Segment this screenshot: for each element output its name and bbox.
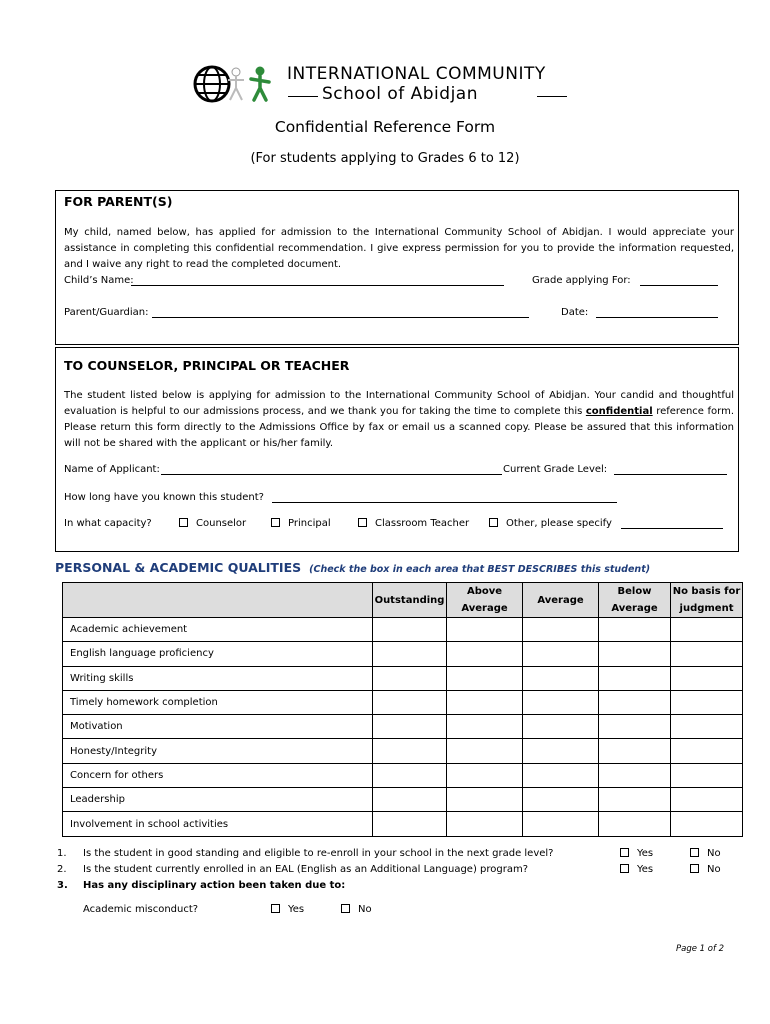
option-label: No (358, 904, 372, 915)
checkbox-icon[interactable] (341, 904, 350, 913)
rating-cell[interactable] (523, 642, 599, 666)
rating-cell[interactable] (447, 666, 523, 690)
applicant-name-field[interactable] (161, 474, 502, 475)
rating-cell[interactable] (599, 642, 671, 666)
option-label: Counselor (196, 518, 247, 529)
rating-cell[interactable] (671, 690, 743, 714)
q2-yes-option[interactable] (620, 864, 653, 875)
rating-cell[interactable] (671, 642, 743, 666)
checkbox-icon[interactable] (358, 518, 367, 527)
qualities-note: (Check the box in each area that BEST DESCRIBES this student) (309, 564, 651, 575)
table-row (63, 618, 743, 642)
rating-cell[interactable] (671, 666, 743, 690)
header-no-basis (671, 583, 743, 618)
misconduct-no-option[interactable] (341, 904, 372, 915)
applicant-name-label: Name of Applicant: (64, 464, 160, 475)
quality-label: Academic achievement (63, 618, 373, 642)
academic-misconduct-label: Academic misconduct? (83, 904, 199, 915)
capacity-label: In what capacity? (64, 518, 152, 529)
school-name-line2: School of Abidjan (322, 84, 478, 104)
child-name-label: Child’s Name: (64, 275, 134, 286)
rating-cell[interactable] (599, 715, 671, 739)
question-2-number: 2. (57, 864, 67, 875)
checkbox-icon[interactable] (620, 848, 629, 857)
header-below-average (599, 583, 671, 618)
rating-cell[interactable] (523, 618, 599, 642)
header-text: Above (466, 586, 503, 597)
rating-cell[interactable] (373, 618, 447, 642)
quality-label: Involvement in school activities (63, 812, 373, 836)
quality-label: Writing skills (63, 666, 373, 690)
checkbox-icon[interactable] (690, 864, 699, 873)
question-3-text: Has any disciplinary action been taken due to: (83, 880, 346, 891)
table-row (63, 666, 743, 690)
school-name-line1: INTERNATIONAL COMMUNITY (287, 64, 546, 84)
header-text: Average (611, 603, 658, 614)
quality-label: Motivation (63, 715, 373, 739)
rating-cell[interactable] (671, 715, 743, 739)
rating-cell[interactable] (447, 812, 523, 836)
qualities-table (62, 582, 743, 837)
header-above-average (447, 583, 523, 618)
option-label: Yes (288, 904, 305, 915)
rating-cell[interactable] (523, 763, 599, 787)
rating-cell[interactable] (373, 642, 447, 666)
rating-cell[interactable] (599, 618, 671, 642)
header-average: Average (523, 583, 599, 618)
capacity-principal-option[interactable] (271, 518, 331, 529)
rating-cell[interactable] (373, 739, 447, 763)
question-2-text: Is the student currently enrolled in an EAL (English as an Additional Language) program? (83, 864, 529, 875)
rating-cell[interactable] (447, 690, 523, 714)
checkbox-icon[interactable] (271, 904, 280, 913)
header-outstanding: Outstanding (373, 583, 447, 618)
checkbox-icon[interactable] (271, 518, 280, 527)
rating-cell[interactable] (447, 788, 523, 812)
qualities-title-text: PERSONAL & ACADEMIC QUALITIES (55, 560, 302, 575)
table-row (63, 739, 743, 763)
rating-cell[interactable] (373, 763, 447, 787)
rating-cell[interactable] (523, 739, 599, 763)
capacity-teacher-option[interactable] (358, 518, 469, 529)
misconduct-yes-option[interactable] (271, 904, 304, 915)
option-label: Classroom Teacher (375, 518, 470, 529)
child-name-field[interactable] (131, 285, 504, 286)
checkbox-icon[interactable] (489, 518, 498, 527)
option-label: Yes (637, 864, 654, 875)
form-title: Confidential Reference Form (274, 118, 496, 136)
parents-heading: FOR PARENT(S) (64, 194, 173, 209)
rating-cell[interactable] (599, 690, 671, 714)
option-label: Other, please specify (506, 518, 612, 529)
table-row (63, 642, 743, 666)
form-subtitle: (For students applying to Grades 6 to 12) (250, 151, 520, 166)
counselor-paragraph (64, 388, 734, 452)
logo-rule-right (537, 96, 567, 97)
capacity-other-field[interactable] (621, 528, 723, 529)
quality-label: Timely homework completion (63, 690, 373, 714)
q2-no-option[interactable] (690, 864, 721, 875)
rating-cell[interactable] (523, 812, 599, 836)
option-label: No (707, 848, 721, 859)
q1-no-option[interactable] (690, 848, 721, 859)
option-label: Principal (288, 518, 331, 529)
quality-label: Concern for others (63, 763, 373, 787)
grade-applying-field[interactable] (640, 285, 718, 286)
rating-cell[interactable] (671, 812, 743, 836)
question-1-number: 1. (57, 848, 67, 859)
globe-children-icon (192, 62, 284, 106)
option-label: Yes (637, 848, 654, 859)
date-field[interactable] (596, 317, 718, 318)
rating-cell[interactable] (523, 690, 599, 714)
rating-cell[interactable] (373, 788, 447, 812)
question-3-number: 3. (57, 880, 68, 891)
grade-applying-label: Grade applying For: (532, 275, 631, 286)
counselor-paragraph-part2: reference form. Please return this form directly to the Admissions Office by fax or email us a scanned copy. Please be assured that this information will not be shared with the applicant or his/her family. (64, 406, 734, 449)
rating-cell[interactable] (447, 642, 523, 666)
rating-cell[interactable] (671, 788, 743, 812)
confidential-emphasis: confidential (585, 406, 653, 417)
current-grade-label: Current Grade Level: (503, 464, 608, 475)
rating-cell[interactable] (671, 763, 743, 787)
rating-cell[interactable] (599, 812, 671, 836)
date-label: Date: (561, 307, 589, 318)
rating-cell[interactable] (373, 715, 447, 739)
rating-cell[interactable] (671, 739, 743, 763)
rating-cell[interactable] (447, 763, 523, 787)
qualities-title (55, 560, 650, 575)
rating-cell[interactable] (599, 763, 671, 787)
parent-guardian-label: Parent/Guardian: (64, 307, 149, 318)
rating-cell[interactable] (447, 715, 523, 739)
rating-cell[interactable] (599, 739, 671, 763)
rating-cell[interactable] (523, 666, 599, 690)
quality-label: Honesty/Integrity (63, 739, 373, 763)
current-grade-field[interactable] (614, 474, 727, 475)
counselor-heading: TO COUNSELOR, PRINCIPAL OR TEACHER (64, 358, 350, 373)
q1-yes-option[interactable] (620, 848, 653, 859)
question-1-text: Is the student in good standing and eligible to re-enroll in your school in the next grade level? (83, 848, 554, 859)
header-text: No basis for (672, 586, 741, 597)
header-text: judgment (679, 603, 734, 614)
rating-cell[interactable] (523, 715, 599, 739)
known-duration-field[interactable] (272, 502, 617, 503)
rating-cell[interactable] (373, 690, 447, 714)
parents-paragraph: My child, named below, has applied for admission to the International Community School of Abidjan. I would appreciate your assistance in completing this confidential recommendation. I give express permission for you to provide the information requested, and I waive any right to read the completed document. (64, 227, 734, 270)
table-row (63, 812, 743, 836)
header-text: Average (461, 603, 508, 614)
rating-cell[interactable] (447, 618, 523, 642)
known-duration-label: How long have you known this student? (64, 492, 264, 503)
capacity-counselor-option[interactable] (179, 518, 246, 529)
school-logo (192, 62, 572, 106)
parent-guardian-field[interactable] (152, 317, 529, 318)
quality-label: Leadership (63, 788, 373, 812)
header-blank (63, 583, 373, 618)
header-text: Below (617, 586, 652, 597)
rating-cell[interactable] (373, 666, 447, 690)
capacity-other-option[interactable] (489, 518, 612, 529)
checkbox-icon[interactable] (620, 864, 629, 873)
option-label: No (707, 864, 721, 875)
table-row (63, 788, 743, 812)
counselor-paragraph-part1: The student listed below is applying for admission to the International Community School of Abidjan. Your candid and thoughtful evaluation is helpful to our admissions process, and we thank you for taking the time to complete this (64, 390, 734, 417)
checkbox-icon[interactable] (179, 518, 188, 527)
rating-cell[interactable] (373, 812, 447, 836)
rating-cell[interactable] (599, 788, 671, 812)
rating-cell[interactable] (523, 788, 599, 812)
rating-cell[interactable] (599, 666, 671, 690)
rating-cell[interactable] (447, 739, 523, 763)
table-row (63, 715, 743, 739)
checkbox-icon[interactable] (690, 848, 699, 857)
table-header-row (63, 583, 743, 618)
rating-cell[interactable] (671, 618, 743, 642)
logo-rule-left (288, 96, 318, 97)
table-row (63, 690, 743, 714)
page-number: Page 1 of 2 (676, 944, 725, 954)
table-row (63, 763, 743, 787)
quality-label: English language proficiency (63, 642, 373, 666)
